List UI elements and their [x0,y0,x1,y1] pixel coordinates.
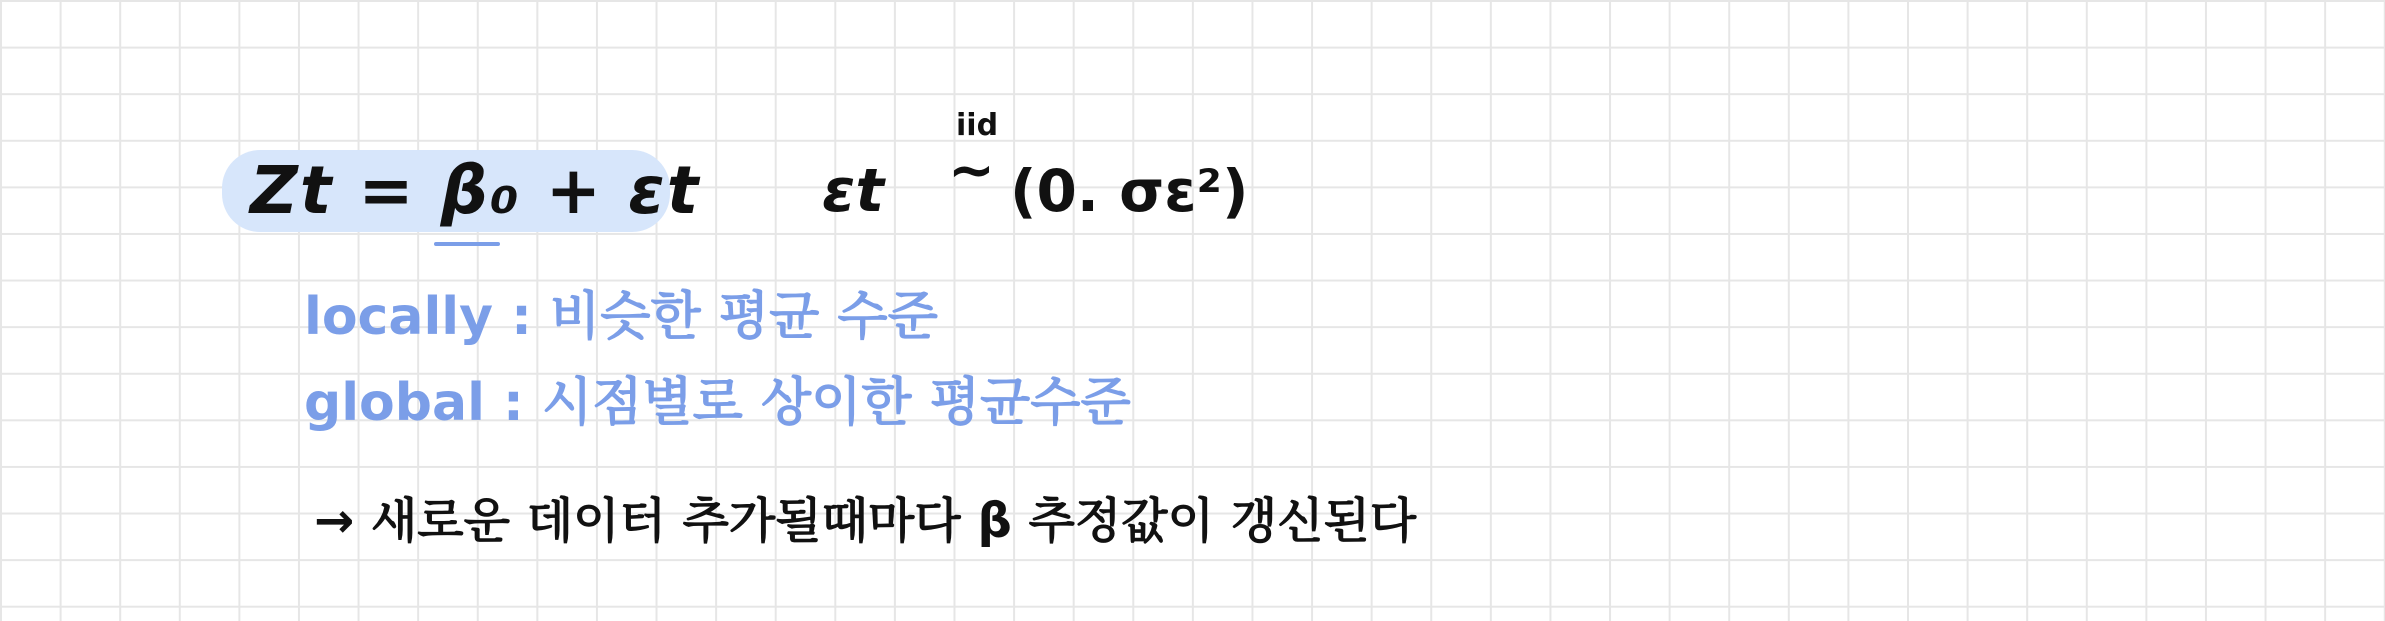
note-line-label: global [304,373,485,433]
note-line-global [304,372,1131,434]
beta-underline [434,242,500,246]
distributed-as-symbol: ~ [948,138,995,203]
note-line-separator: : [503,373,524,433]
note-line-text: 비슷한 평균 수준 [550,287,938,347]
note-line-label: locally [304,287,494,347]
conclusion-note: → 새로운 데이터 추가될때마다 β 추정값이 갱신된다 [314,493,1417,549]
error-term: εt [822,156,885,226]
note-line-separator: : [511,287,532,347]
error-distribution: (0. σε²) [1010,157,1249,225]
model-equation: Zt = β₀ + εt [250,152,701,229]
iid-label: iid [956,108,999,143]
note-line-locally [304,286,938,348]
note-line-text: 시점별로 상이한 평균수준 [541,373,1131,433]
